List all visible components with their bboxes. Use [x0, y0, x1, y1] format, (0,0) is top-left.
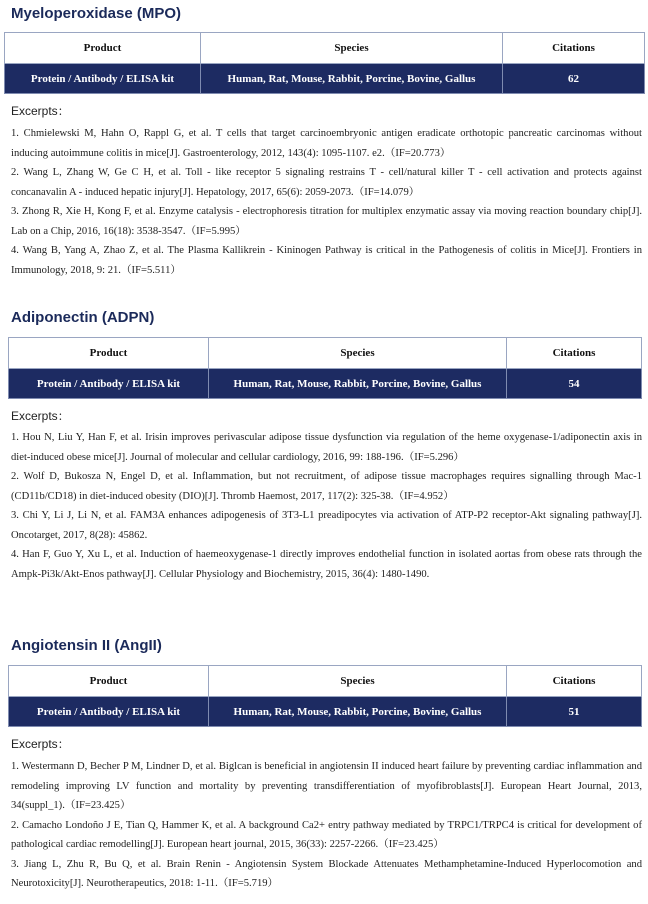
excerpts-label: Excerpts：: [11, 409, 70, 423]
cell-species: Human, Rat, Mouse, Rabbit, Porcine, Bovine, Gallus: [209, 369, 507, 399]
header-product: Product: [9, 338, 209, 369]
section-title: Myeloperoxidase (MPO): [11, 5, 182, 22]
reference-item: 3. Chi Y, Li J, Li N, et al. FAM3A enhances adipogenesis of 3T3-L1 preadipocytes via activation of ATP-P2 receptor-Akt signaling pathway[J]. Oncotarget, 2017, 8(28): 45862.: [11, 510, 642, 541]
header-citations: Citations: [503, 33, 645, 64]
cell-citations: 62: [503, 64, 645, 94]
reference-item: 2. Wolf D, Bukosza N, Engel D, et al. Inflammation, but not recruitment, of adipose tissue macrophages requires signalling through Mac-1 (CD11b/CD18) in diet-induced obesity (DIO)[J]. Thromb Haemost, 2017, 117(2): 325-38.（IF=4.952）: [11, 471, 642, 502]
product-table: [8, 665, 642, 727]
reference-list: [11, 428, 642, 584]
cell-citations: 51: [507, 697, 642, 727]
product-table: [4, 32, 645, 94]
reference-item: 4. Han F, Guo Y, Xu L, et al. Induction of haemeoxygenase-1 directly improves endothelial function in isolated aortas from obese rats through the Ampk-Pi3k/Akt-Enos pathway[J]. Cellular Physiology and Biochemistry, 2015, 36(4): 1480-1490.: [11, 549, 642, 580]
section-title: Adiponectin (ADPN): [11, 309, 155, 326]
cell-citations: 54: [507, 369, 642, 399]
cell-species: Human, Rat, Mouse, Rabbit, Porcine, Bovine, Gallus: [209, 697, 507, 727]
reference-item: 3. Jiang L, Zhu R, Bu Q, et al. Brain Renin - Angiotensin System Blockade Attenuates Methamphetamine-Induced Hyperlocomotion and Neurotoxicity[J]. Neurotherapeutics, 2018: 1-11.（IF=5.719）: [11, 858, 642, 889]
reference-list: [11, 757, 642, 894]
reference-item: 4. Wang B, Yang A, Zhao Z, et al. The Plasma Kallikrein - Kininogen Pathway is critical in the Pathogenesis of colitis in Mice[J]. Frontiers in Immunology, 2018, 9: 21.（IF=5.511）: [11, 245, 642, 276]
header-species: Species: [209, 338, 507, 369]
reference-item: 1. Westermann D, Becher P M, Lindner D, et al. Biglcan is beneficial in angiotensin II induced heart failure by preventing cardiac inflammation and remodeling improving LV function and mortality by preventing transdifferentiation of myofibroblasts[J]. European Heart Journal, 2013, 34(suppl_1).（IF=23.425）: [11, 761, 642, 811]
section-title: Angiotensin II (AngII): [11, 637, 162, 654]
cell-product: Protein / Antibody / ELISA kit: [9, 369, 209, 399]
cell-product: Protein / Antibody / ELISA kit: [9, 697, 209, 727]
cell-species: Human, Rat, Mouse, Rabbit, Porcine, Bovine, Gallus: [201, 64, 503, 94]
reference-item: 2. Camacho Londoño J E, Tian Q, Hammer K, et al. A background Ca2+ entry pathway mediated by TRPC1/TRPC4 is critical for development of pathological cardiac remodelling[J]. European heart journal, 2015, 36(33): 2257-2266.（IF=23.425）: [11, 819, 642, 850]
cell-product: Protein / Antibody / ELISA kit: [5, 64, 201, 94]
header-product: Product: [9, 666, 209, 697]
excerpts-label: Excerpts：: [11, 737, 70, 751]
header-product: Product: [5, 33, 201, 64]
reference-item: 1. Hou N, Liu Y, Han F, et al. Irisin improves perivascular adipose tissue dysfunction via regulation of the heme oxygenase-1/adiponectin axis in diet-induced obese mice[J]. Journal of molecular and cellular cardiology, 2016, 99: 188-196.（IF=5.296）: [11, 432, 642, 463]
reference-list: [11, 124, 642, 280]
excerpts-label: Excerpts：: [11, 104, 70, 118]
reference-item: 2. Wang L, Zhang W, Ge C H, et al. Toll - like receptor 5 signaling restrains T - cell/natural killer T - cell activation and protects against concanavalin A - induced hepatic injury[J]. Hepatology, 2017, 65(6): 2059-2073.（IF=14.079）: [11, 167, 642, 198]
product-table: [8, 337, 642, 399]
header-citations: Citations: [507, 338, 642, 369]
reference-item: 1. Chmielewski M, Hahn O, Rappl G, et al. T cells that target carcinoembryonic antigen eradicate orthotopic pancreatic carcinomas without inducing autoimmune colitis in mice[J]. Gastroenterology, 2012, 143(4): 1095-1107. e2.（IF=20.773）: [11, 128, 642, 159]
header-species: Species: [201, 33, 503, 64]
reference-item: 3. Zhong R, Xie H, Kong F, et al. Enzyme catalysis - electrophoresis titration for multiplex enzymatic assay via moving reaction boundary chip[J]. Lab on a Chip, 2016, 16(18): 3538-3547.（IF=5.995）: [11, 206, 642, 237]
header-citations: Citations: [507, 666, 642, 697]
header-species: Species: [209, 666, 507, 697]
